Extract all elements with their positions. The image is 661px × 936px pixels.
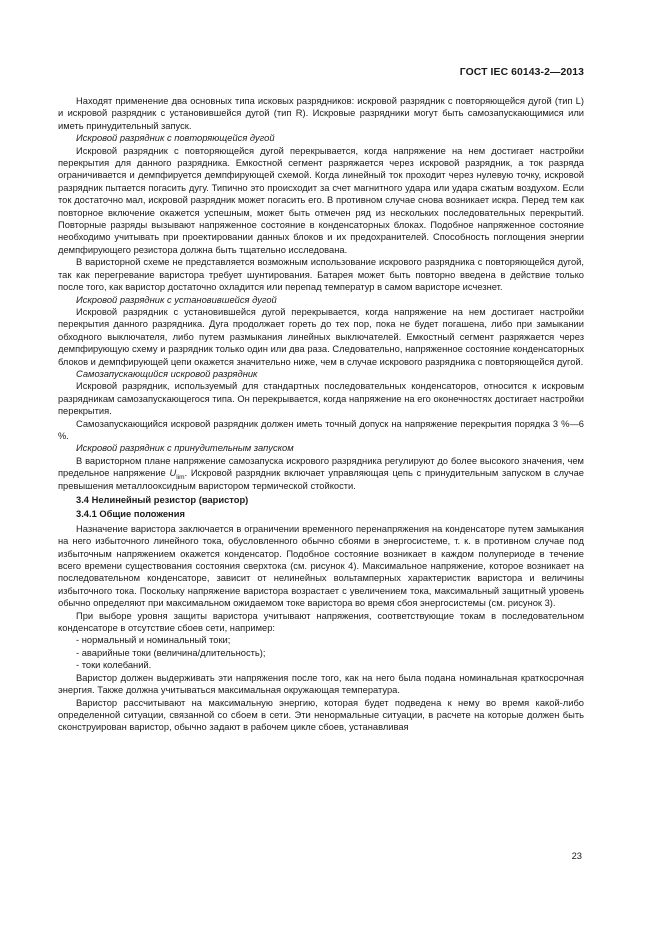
paragraph: Находят применение два основных типа исковых разрядников: искровой разрядник с повторяющейся дугой (тип L) и искровой разрядник с установившейся дугой (тип R). Искровые разрядники могут быть самозапускающимися или иметь принудительный запуск. (58, 96, 584, 131)
paragraph: Искровой разрядник, используемый для стандартных последовательных конденсаторов, относится к искровым разрядникам самозапускающегося типа. Он перекрывается, когда напряжение на его оконечностях достигает настройки перекрытия. (58, 381, 584, 417)
paragraph: Назначение варистора заключается в ограничении временного перенапряжения на конденсаторе путем замыкания на него избыточного линейного тока, обусловленного обычно сбоями в энергосистеме, т. к. в противном случае под избыточным напряжением окажется конденсатор. Подобное состояние возникает в каждом полупериоде в течение всего времени существования состояния сверхтока (см. рисунок 4). Максимальное напряжение, которое возникает на последовательном конденсаторе, зависит от нелинейных вольтамперных характеристик варистора и величины избыточного тока. Поскольку напряжение варистора возрастает с увеличением тока, максимальный защитный уровень обычно определяют при максимальном ожидаемом токе варистора во время сбоя энергосистемы (см. рисунок 3). (58, 523, 584, 609)
paragraph: При выборе уровня защиты варистора учитывают напряжения, соответствующие токам в последовательном конденсаторе в отсутствие сбоев сети, например: (58, 610, 584, 634)
standard-code-header: ГОСТ IEC 60143-2—2013 (459, 67, 584, 78)
paragraph: В варисторной схеме не представляется возможным использование искрового разрядника с повторяющейся дугой, так как перегревание варистора требует шунтирования. Батарея может быть повторно введена в действие только после того, как варистор достаточно охладится или перепад температур в самом варисторе исчезнет. (58, 257, 584, 293)
paragraph: Варистор рассчитывают на максимальную энергию, которая будет подведена к нему во время какой-либо определенной ситуации, связанной со сбоем в сети. Эти ненормальные ситуации, в расчете на которые должен быть сконструирован варистор, обычно задают в рабочем цикле сбоев, устанавливая (58, 697, 584, 733)
list-item: - аварийные токи (величина/длительность); (76, 647, 266, 658)
text-run: В варисторном плане напряжение самозапуска искрового разрядника регулируют до более высокого значения, чем предельное напряжение (58, 455, 584, 479)
list-item: - токи колебаний. (76, 660, 152, 671)
symbol-subscript: lim (176, 474, 185, 482)
paragraph: Самозапускающийся искровой разрядник должен иметь точный допуск на напряжение перекрытия порядка 3 %—6 %. (58, 418, 584, 441)
symbol-u: U (169, 468, 177, 479)
section-heading: 3.4 Нелинейный резистор (варистор) (76, 495, 249, 505)
body-text (58, 95, 584, 734)
subheading-italic: Искровой разрядник с принудительным запуском (76, 443, 294, 454)
paragraph: Искровой разрядник с повторяющейся дугой перекрывается, когда напряжение на нем достигает настройки перекрытия для данного разрядника. Емкостной сегмент разряжается через искровой разрядник, а ток разряда ограничивается и демпфируется демпфирующей схемой. Когда линейный ток проходит через нулевую точку, искровой разрядник пытается погасить дугу. Типично это происходит за счет магнитного удара или удара сжатым воздухом. Если ток достаточно мал, искровой разрядник может погасить его. В противном случае снова возникает искра. Перед тем как повторное включение окажется успешным, может быть отмечен ряд из нескольких последовательных перекрытий. Повторные разряды вызывают напряженное состояние в конденсаторных блоках. Подобное напряженное состояние необходимо учитывать при проектировании данных блоков и их предохранителей. Способность поглощения энергии демпфирующего резистора должна быть тщательно исследована. (58, 145, 584, 255)
page-number: 23 (571, 851, 582, 861)
text-run: . Искровой разрядник включает управляющая цепь с принудительным запуском в случае превышения металлооксидным варистором термической стойкости. (58, 468, 584, 491)
paragraph-with-symbol (58, 455, 584, 492)
paragraph: Варистор должен выдерживать эти напряжения после того, как на него была подана номинальная краткосрочная энергия. Также должна учитываться максимальная окружающая температура. (58, 672, 584, 696)
list-item: - нормальный и номинальный токи; (76, 635, 231, 646)
paragraph: Искровой разрядник с установившейся дугой перекрывается, когда напряжение на нем достигает настройки перекрытия данного разрядника. Дуга продолжает гореть до тех пор, пока не будет погашена, либо при замыкании обходного выключателя, либо путем размыкания линейных выключателей. Емкостный сегмент разряжается через демпфирующую схему и разрядник только один или два раза. Следовательно, напряженное состояние конденсаторных блоков и демпфирующей цепи окажется значительно ниже, чем в случае искрового разрядника с повторяющейся дугой. (58, 306, 584, 367)
subheading-italic: Искровой разрядник с повторяющейся дугой (76, 133, 275, 144)
subsection-heading: 3.4.1 Общие положения (76, 509, 185, 520)
subheading-italic: Самозапускающийся искровой разрядник (76, 368, 258, 379)
subheading-italic: Искровой разрядник с установившейся дугой (76, 294, 277, 305)
